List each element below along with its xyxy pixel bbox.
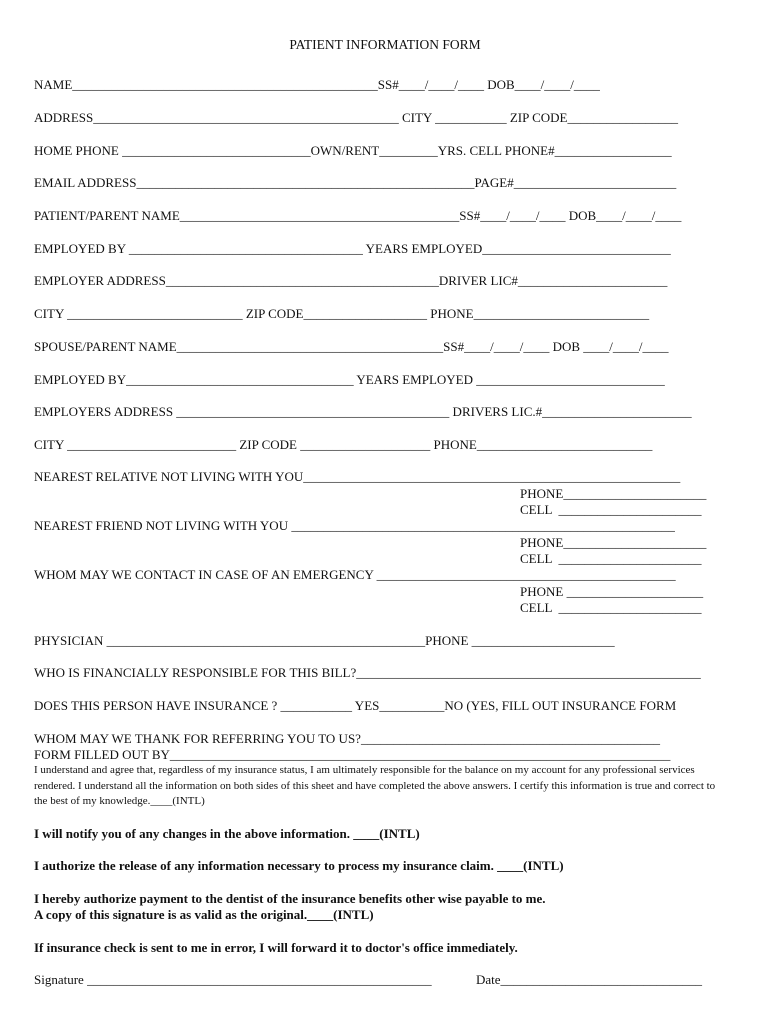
friend-cell-line[interactable]: CELL ______________________ <box>520 551 702 566</box>
employer-address-line[interactable]: EMPLOYER ADDRESS__________________________________________DRIVER LIC#_______________________ <box>34 273 668 288</box>
home-phone-line[interactable]: HOME PHONE _____________________________OWN/RENT_________YRS. CELL PHONE#__________________ <box>34 143 672 158</box>
insurance-question-line[interactable]: DOES THIS PERSON HAVE INSURANCE ? ___________ YES__________NO (YES, FILL OUT INSURANCE FORM <box>34 698 677 713</box>
release-authorization-statement: I authorize the release of any information necessary to process my insurance claim. ____(INTL) <box>34 858 564 873</box>
patient-parent-name-line[interactable]: PATIENT/PARENT NAME___________________________________________SS#____/____/____ DOB____/____/____ <box>34 208 682 223</box>
nearest-friend-line[interactable]: NEAREST FRIEND NOT LIVING WITH YOU ___________________________________________________________ <box>34 518 675 533</box>
spouse-parent-name-line[interactable]: SPOUSE/PARENT NAME_________________________________________SS#____/____/____ DOB ____/____/____ <box>34 339 669 354</box>
referral-line[interactable]: WHOM MAY WE THANK FOR REFERRING YOU TO US?______________________________________________ <box>34 731 660 746</box>
address-line[interactable]: ADDRESS_______________________________________________ CITY ___________ ZIP CODE_________________ <box>34 110 678 125</box>
responsibility-statement: I understand and agree that, regardless of my insurance status, I am ultimately responsible for the balance on my account for any professional services rendered. I understand all the information on both sides of this sheet and have completed the above answers. I certify this information is true and correct to the best of my knowledge.____(INTL) <box>34 764 716 807</box>
emergency-contact-line[interactable]: WHOM MAY WE CONTACT IN CASE OF AN EMERGENCY ______________________________________________ <box>34 567 676 582</box>
relative-cell-line[interactable]: CELL ______________________ <box>520 502 702 517</box>
emergency-phone-line[interactable]: PHONE _____________________ <box>520 584 704 599</box>
friend-phone-line[interactable]: PHONE______________________ <box>520 535 707 550</box>
form-title: PATIENT INFORMATION FORM <box>289 37 481 52</box>
signature-line[interactable]: Signature _____________________________________________________ <box>34 972 432 987</box>
employed-by-line[interactable]: EMPLOYED BY ____________________________________ YEARS EMPLOYED_____________________________ <box>34 241 671 256</box>
date-line[interactable]: Date_______________________________ <box>476 972 703 987</box>
signature-copy-statement: A copy of this signature is as valid as the original.____(INTL) <box>34 907 374 922</box>
relative-phone-line[interactable]: PHONE______________________ <box>520 486 707 501</box>
emergency-cell-line[interactable]: CELL ______________________ <box>520 600 702 615</box>
name-line[interactable]: NAME_______________________________________________SS#____/____/____ DOB____/____/____ <box>34 77 600 92</box>
email-line[interactable]: EMAIL ADDRESS____________________________________________________PAGE#_________________________ <box>34 175 677 190</box>
payment-authorization-statement: I hereby authorize payment to the dentist of the insurance benefits other wise payable to me. <box>34 891 546 906</box>
nearest-relative-line[interactable]: NEAREST RELATIVE NOT LIVING WITH YOU__________________________________________________________ <box>34 469 681 484</box>
financially-responsible-line[interactable]: WHO IS FINANCIALLY RESPONSIBLE FOR THIS BILL?_____________________________________________________ <box>34 665 701 680</box>
physician-line[interactable]: PHYSICIAN _________________________________________________PHONE ______________________ <box>34 633 615 648</box>
insurance-check-statement: If insurance check is sent to me in error, I will forward it to doctor's office immediately. <box>34 940 518 955</box>
notify-changes-statement: I will notify you of any changes in the above information. ____(INTL) <box>34 826 420 841</box>
spouse-employed-by-line[interactable]: EMPLOYED BY___________________________________ YEARS EMPLOYED _____________________________ <box>34 372 665 387</box>
spouse-city-zip-phone-line[interactable]: CITY __________________________ ZIP CODE ____________________ PHONE___________________________ <box>34 437 653 452</box>
form-filled-by-line[interactable]: FORM FILLED OUT BY_____________________________________________________________________________ <box>34 747 671 762</box>
employers-address-line[interactable]: EMPLOYERS ADDRESS __________________________________________ DRIVERS LIC.#_______________________ <box>34 404 692 419</box>
city-zip-phone-line[interactable]: CITY ___________________________ ZIP CODE___________________ PHONE___________________________ <box>34 306 650 321</box>
